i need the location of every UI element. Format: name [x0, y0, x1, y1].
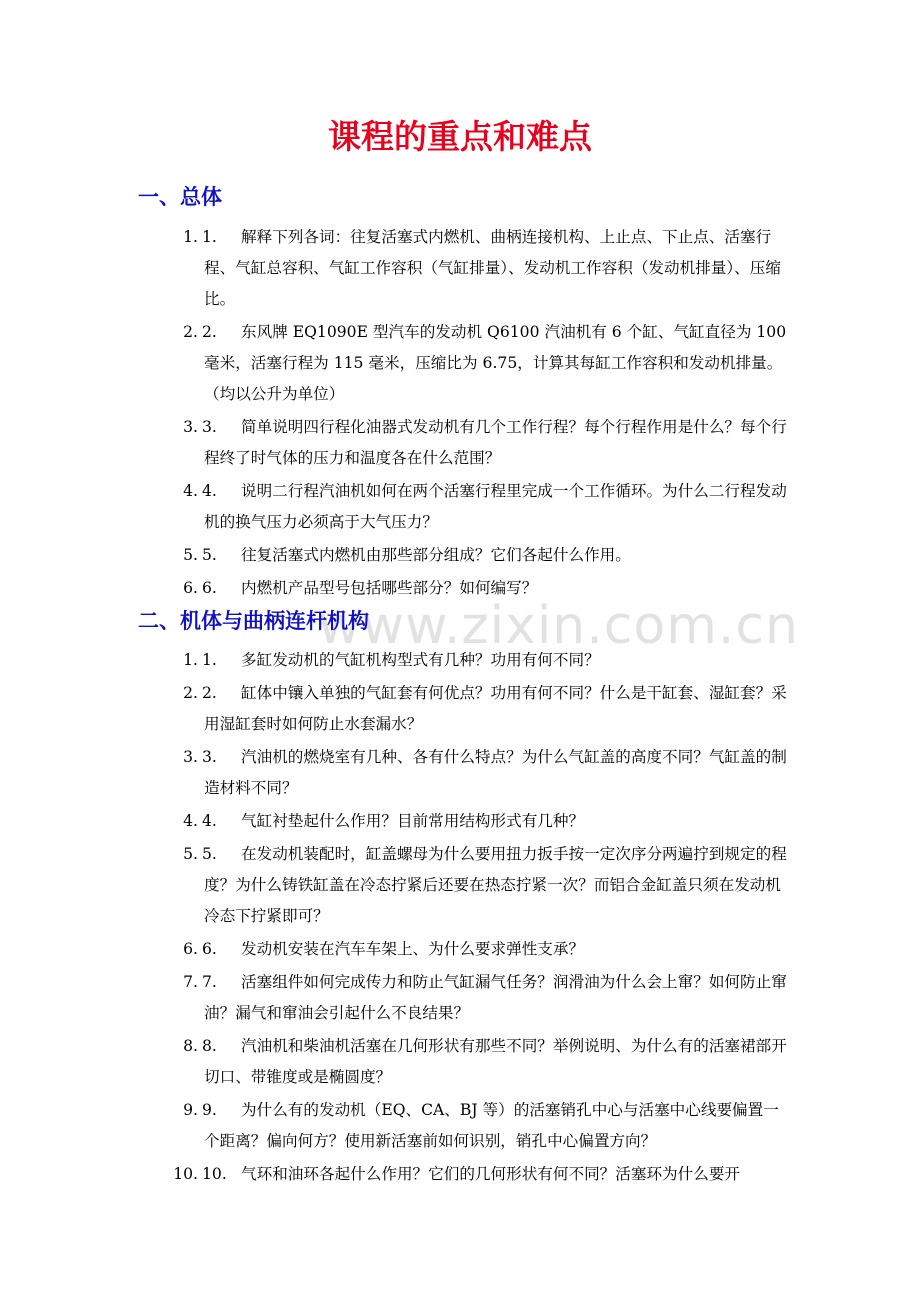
question-body — [204, 806, 788, 837]
question-number: 5. — [183, 845, 198, 863]
question-body — [204, 934, 788, 965]
question-text: 解释下列各词：往复活塞式内燃机、曲柄连接机构、上止点、下止点、活塞行程、气缸总容积、气缸工作容积（气缸排量）、发动机工作容积（发动机排量）、压缩比。 — [204, 228, 781, 308]
question-text: 缸体中镶入单独的气缸套有何优点？功用有何不同？什么是干缸套、湿缸套？采用湿缸套时如何防止水套漏水？ — [204, 684, 787, 733]
question-item — [0, 934, 920, 965]
question-number: 6. — [183, 579, 198, 597]
question-text: 活塞组件如何完成传力和防止气缸漏气任务？润滑油为什么会上窜？如何防止窜油？漏气和窜油会引起什么不良结果？ — [204, 973, 787, 1022]
question-text: 东风牌 EQ1090E 型汽车的发动机 Q6100 汽油机有 6 个缸、气缸直径为 100 毫米，活塞行程为 115 毫米，压缩比为 6.75，计算其每缸工作容积和发动机排量。（均以公升为单位） — [204, 323, 787, 403]
question-item — [0, 1159, 920, 1190]
question-number: 8. — [183, 1037, 198, 1055]
question-number: 1. — [183, 228, 198, 246]
question-body — [204, 412, 788, 474]
question-subnumber: 5. — [202, 546, 217, 564]
question-item — [0, 839, 920, 932]
question-body — [204, 222, 788, 315]
question-text: 内燃机产品型号包括哪些部分？如何编写？ — [241, 579, 538, 597]
section-heading: 一、总体 — [138, 185, 222, 209]
question-item — [0, 806, 920, 837]
question-body — [204, 1031, 788, 1093]
question-text: 汽油机和柴油机活塞在几何形状有那些不同？举例说明、为什么有的活塞裙部开切口、带锥度或是椭圆度？ — [204, 1037, 787, 1086]
question-number: 2. — [183, 323, 198, 341]
question-subnumber: 3. — [202, 748, 217, 766]
question-body — [204, 1159, 788, 1190]
question-text: 往复活塞式内燃机由那些部分组成？它们各起什么作用。 — [241, 546, 631, 564]
question-body — [204, 678, 788, 740]
question-body — [204, 476, 788, 538]
question-text: 发动机安装在汽车车架上、为什么要求弹性支承？ — [241, 940, 585, 958]
question-item — [0, 1095, 920, 1157]
page-title: 课程的重点和难点 — [328, 117, 592, 156]
question-item — [0, 742, 920, 804]
question-list — [0, 645, 920, 1192]
question-subnumber: 6. — [202, 579, 217, 597]
question-number: 5. — [183, 546, 198, 564]
question-item — [0, 645, 920, 676]
question-number: 10. — [173, 1165, 198, 1183]
question-text: 汽油机的燃烧室有几种、各有什么特点？为什么气缸盖的高度不同？气缸盖的制造材料不同？ — [204, 748, 787, 797]
question-body — [204, 645, 788, 676]
question-body — [204, 1095, 788, 1157]
question-number: 4. — [183, 812, 198, 830]
question-list — [0, 222, 920, 606]
question-item — [0, 540, 920, 571]
question-body — [204, 540, 788, 571]
question-item — [0, 412, 920, 474]
question-subnumber: 5. — [202, 845, 217, 863]
question-number: 4. — [183, 482, 198, 500]
question-text: 简单说明四行程化油器式发动机有几个工作行程？每个行程作用是什么？每个行程终了时气体的压力和温度各在什么范围？ — [204, 418, 787, 467]
question-number: 3. — [183, 418, 198, 436]
question-text: 在发动机装配时，缸盖螺母为什么要用扭力扳手按一定次序分两遍拧到规定的程度？为什么铸铁缸盖在冷态拧紧后还要在热态拧紧一次？而铝合金缸盖只须在发动机冷态下拧紧即可？ — [204, 845, 787, 925]
question-number: 6. — [183, 940, 198, 958]
question-body — [204, 967, 788, 1029]
question-item — [0, 1031, 920, 1093]
question-text: 为什么有的发动机（EQ、CA、BJ 等）的活塞销孔中心与活塞中心线要偏置一个距离？偏向何方？使用新活塞前如何识别，销孔中心偏置方向？ — [204, 1101, 779, 1150]
question-subnumber: 4. — [202, 812, 217, 830]
question-subnumber: 8. — [202, 1037, 217, 1055]
question-number: 9. — [183, 1101, 198, 1119]
question-subnumber: 10. — [202, 1165, 227, 1183]
question-body — [204, 317, 788, 410]
question-body — [204, 839, 788, 932]
question-text: 说明二行程汽油机如何在两个活塞行程里完成一个工作循环。为什么二行程发动机的换气压力必须高于大气压力？ — [204, 482, 787, 531]
question-item — [0, 476, 920, 538]
question-subnumber: 4. — [202, 482, 217, 500]
question-subnumber: 7. — [202, 973, 217, 991]
question-subnumber: 2. — [202, 323, 217, 341]
watermark: www.zixin.com.cn — [318, 596, 799, 656]
question-text: 气环和油环各起什么作用？它们的几何形状有何不同？活塞环为什么要开 — [241, 1165, 741, 1183]
question-subnumber: 1. — [202, 651, 217, 669]
question-number: 7. — [183, 973, 198, 991]
question-text: 气缸衬垫起什么作用？目前常用结构形式有几种？ — [241, 812, 585, 830]
question-subnumber: 9. — [202, 1101, 217, 1119]
question-item — [0, 967, 920, 1029]
question-number: 2. — [183, 684, 198, 702]
question-text: 多缸发动机的气缸机构型式有几种？功用有何不同？ — [241, 651, 600, 669]
question-number: 1. — [183, 651, 198, 669]
question-number: 3. — [183, 748, 198, 766]
question-body — [204, 742, 788, 804]
question-item — [0, 317, 920, 410]
question-subnumber: 3. — [202, 418, 217, 436]
question-subnumber: 1. — [202, 228, 217, 246]
question-item — [0, 222, 920, 315]
section-heading: 二、机体与曲柄连杆机构 — [138, 609, 369, 633]
question-body — [204, 573, 788, 604]
question-subnumber: 2. — [202, 684, 217, 702]
question-subnumber: 6. — [202, 940, 217, 958]
question-item — [0, 678, 920, 740]
question-item — [0, 573, 920, 604]
